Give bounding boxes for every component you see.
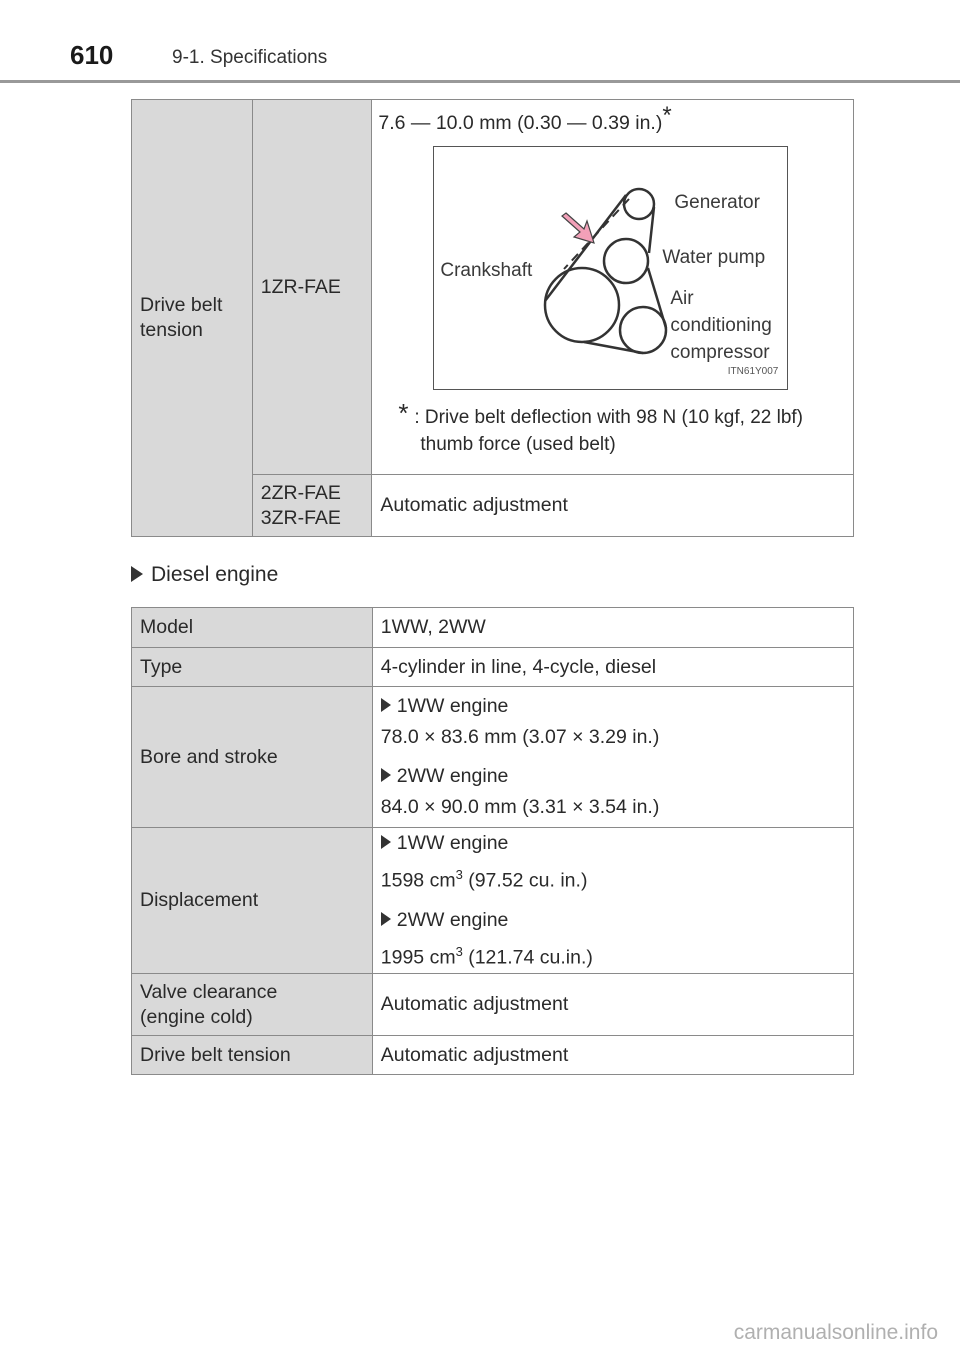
drive-belt-label-text: Drive belt tension	[140, 294, 223, 341]
displacement-b-sup: 3	[455, 943, 463, 959]
triangle-bullet-icon	[131, 566, 143, 582]
diesel-heading	[131, 563, 278, 587]
table-row	[132, 648, 854, 687]
diesel-belt-label: Drive belt tension	[132, 1036, 373, 1075]
belt-deflection-line	[564, 199, 629, 269]
bore-engine-a	[381, 691, 845, 722]
displacement-engine-a	[381, 828, 845, 859]
triangle-bullet-icon	[381, 698, 391, 712]
section-title: 9-1. Specifications	[172, 47, 328, 68]
engine-2zr-text: 2ZR-FAE	[260, 481, 341, 504]
engine-3zr-text: 3ZR-FAE	[260, 506, 341, 529]
engine-1zr-cell	[252, 100, 372, 475]
displacement-cell	[372, 828, 853, 974]
footnote-line2: thumb force (used belt)	[420, 434, 616, 455]
bore-stroke-cell	[372, 687, 853, 828]
footnote-marker: *	[662, 102, 672, 129]
belt-spec-line	[378, 100, 853, 144]
diesel-belt-value: Automatic adjustment	[372, 1036, 853, 1075]
footnote-line1: : Drive belt deflection with 98 N (10 kgf, 22 lbf)	[414, 407, 804, 428]
bore-engine-b-text: 2WW engine	[396, 765, 509, 787]
belt-spec-value: 7.6 — 10.0 mm (0.30 — 0.39 in.)	[378, 112, 663, 134]
belt-spec-cell	[372, 100, 854, 475]
ac-label-line2: conditioning	[670, 315, 772, 336]
water-pump-pulley	[604, 239, 648, 283]
table-row	[132, 100, 854, 475]
engine-2zr-value-cell	[372, 475, 854, 537]
valve-clearance-label	[132, 974, 373, 1036]
page-number: 610	[70, 40, 114, 70]
table-row	[132, 608, 854, 648]
engine-2zr-cell	[252, 475, 372, 537]
figure-code: ITN61Y007	[727, 366, 779, 377]
ac-compressor-pulley	[620, 307, 666, 353]
type-label: Type	[132, 648, 373, 687]
page-header	[0, 0, 960, 84]
crankshaft-label: Crankshaft	[440, 260, 533, 281]
engine-2zr-value: Automatic adjustment	[380, 494, 568, 516]
gasoline-belt-table	[131, 99, 854, 537]
diesel-spec-table	[131, 607, 854, 1075]
bore-value-a: 78.0 × 83.6 mm (3.07 × 3.29 in.)	[380, 726, 660, 748]
ac-label-line3: compressor	[670, 342, 770, 363]
displacement-b-num: 1995 cm	[380, 946, 456, 968]
header-rule	[0, 80, 960, 83]
table-row	[132, 974, 854, 1036]
triangle-bullet-icon	[381, 835, 391, 849]
table-row	[132, 1036, 854, 1075]
valve-clearance-line1: Valve clearance	[140, 980, 278, 1003]
type-value: 4-cylinder in line, 4-cycle, diesel	[372, 648, 853, 687]
displacement-value-b	[381, 936, 845, 974]
table-row	[132, 828, 854, 974]
displacement-a-rest: (97.52 cu. in.)	[462, 869, 588, 892]
triangle-bullet-icon	[381, 768, 391, 782]
belt-diagram	[433, 146, 788, 390]
model-label: Model	[132, 608, 373, 648]
drive-belt-label	[132, 100, 253, 537]
displacement-a-sup: 3	[455, 867, 463, 882]
displacement-b-rest: (121.74 cu.in.)	[462, 946, 593, 968]
model-value: 1WW, 2WW	[372, 608, 853, 648]
water-pump-label: Water pump	[662, 247, 766, 268]
diesel-heading-text: Diesel engine	[151, 563, 279, 586]
displacement-value-a	[381, 859, 845, 897]
displacement-a-num: 1598 cm	[380, 869, 456, 892]
displacement-label: Displacement	[132, 828, 373, 974]
deflection-arrow-icon	[562, 213, 594, 243]
generator-label: Generator	[674, 192, 760, 213]
displacement-engine-b	[381, 905, 845, 936]
watermark: carmanualsonline.info	[733, 1321, 938, 1344]
bore-stroke-label: Bore and stroke	[132, 687, 373, 828]
engine-1zr-text: 1ZR-FAE	[260, 275, 341, 298]
crankshaft-pulley	[545, 268, 619, 342]
generator-pulley	[624, 189, 654, 219]
triangle-bullet-icon	[381, 912, 391, 926]
displacement-engine-b-text: 2WW engine	[396, 908, 509, 931]
valve-clearance-line2: (engine cold)	[140, 1005, 253, 1028]
valve-clearance-value: Automatic adjustment	[372, 974, 853, 1036]
footnote-star: *	[398, 398, 409, 428]
table-row	[132, 687, 854, 828]
bore-engine-b	[381, 761, 845, 792]
displacement-engine-a-text: 1WW engine	[396, 832, 509, 854]
bore-value-b: 84.0 × 90.0 mm (3.31 × 3.54 in.)	[380, 796, 660, 818]
belt-footnote	[378, 390, 853, 466]
ac-label-line1: Air	[670, 288, 694, 309]
bore-engine-a-text: 1WW engine	[396, 695, 509, 717]
